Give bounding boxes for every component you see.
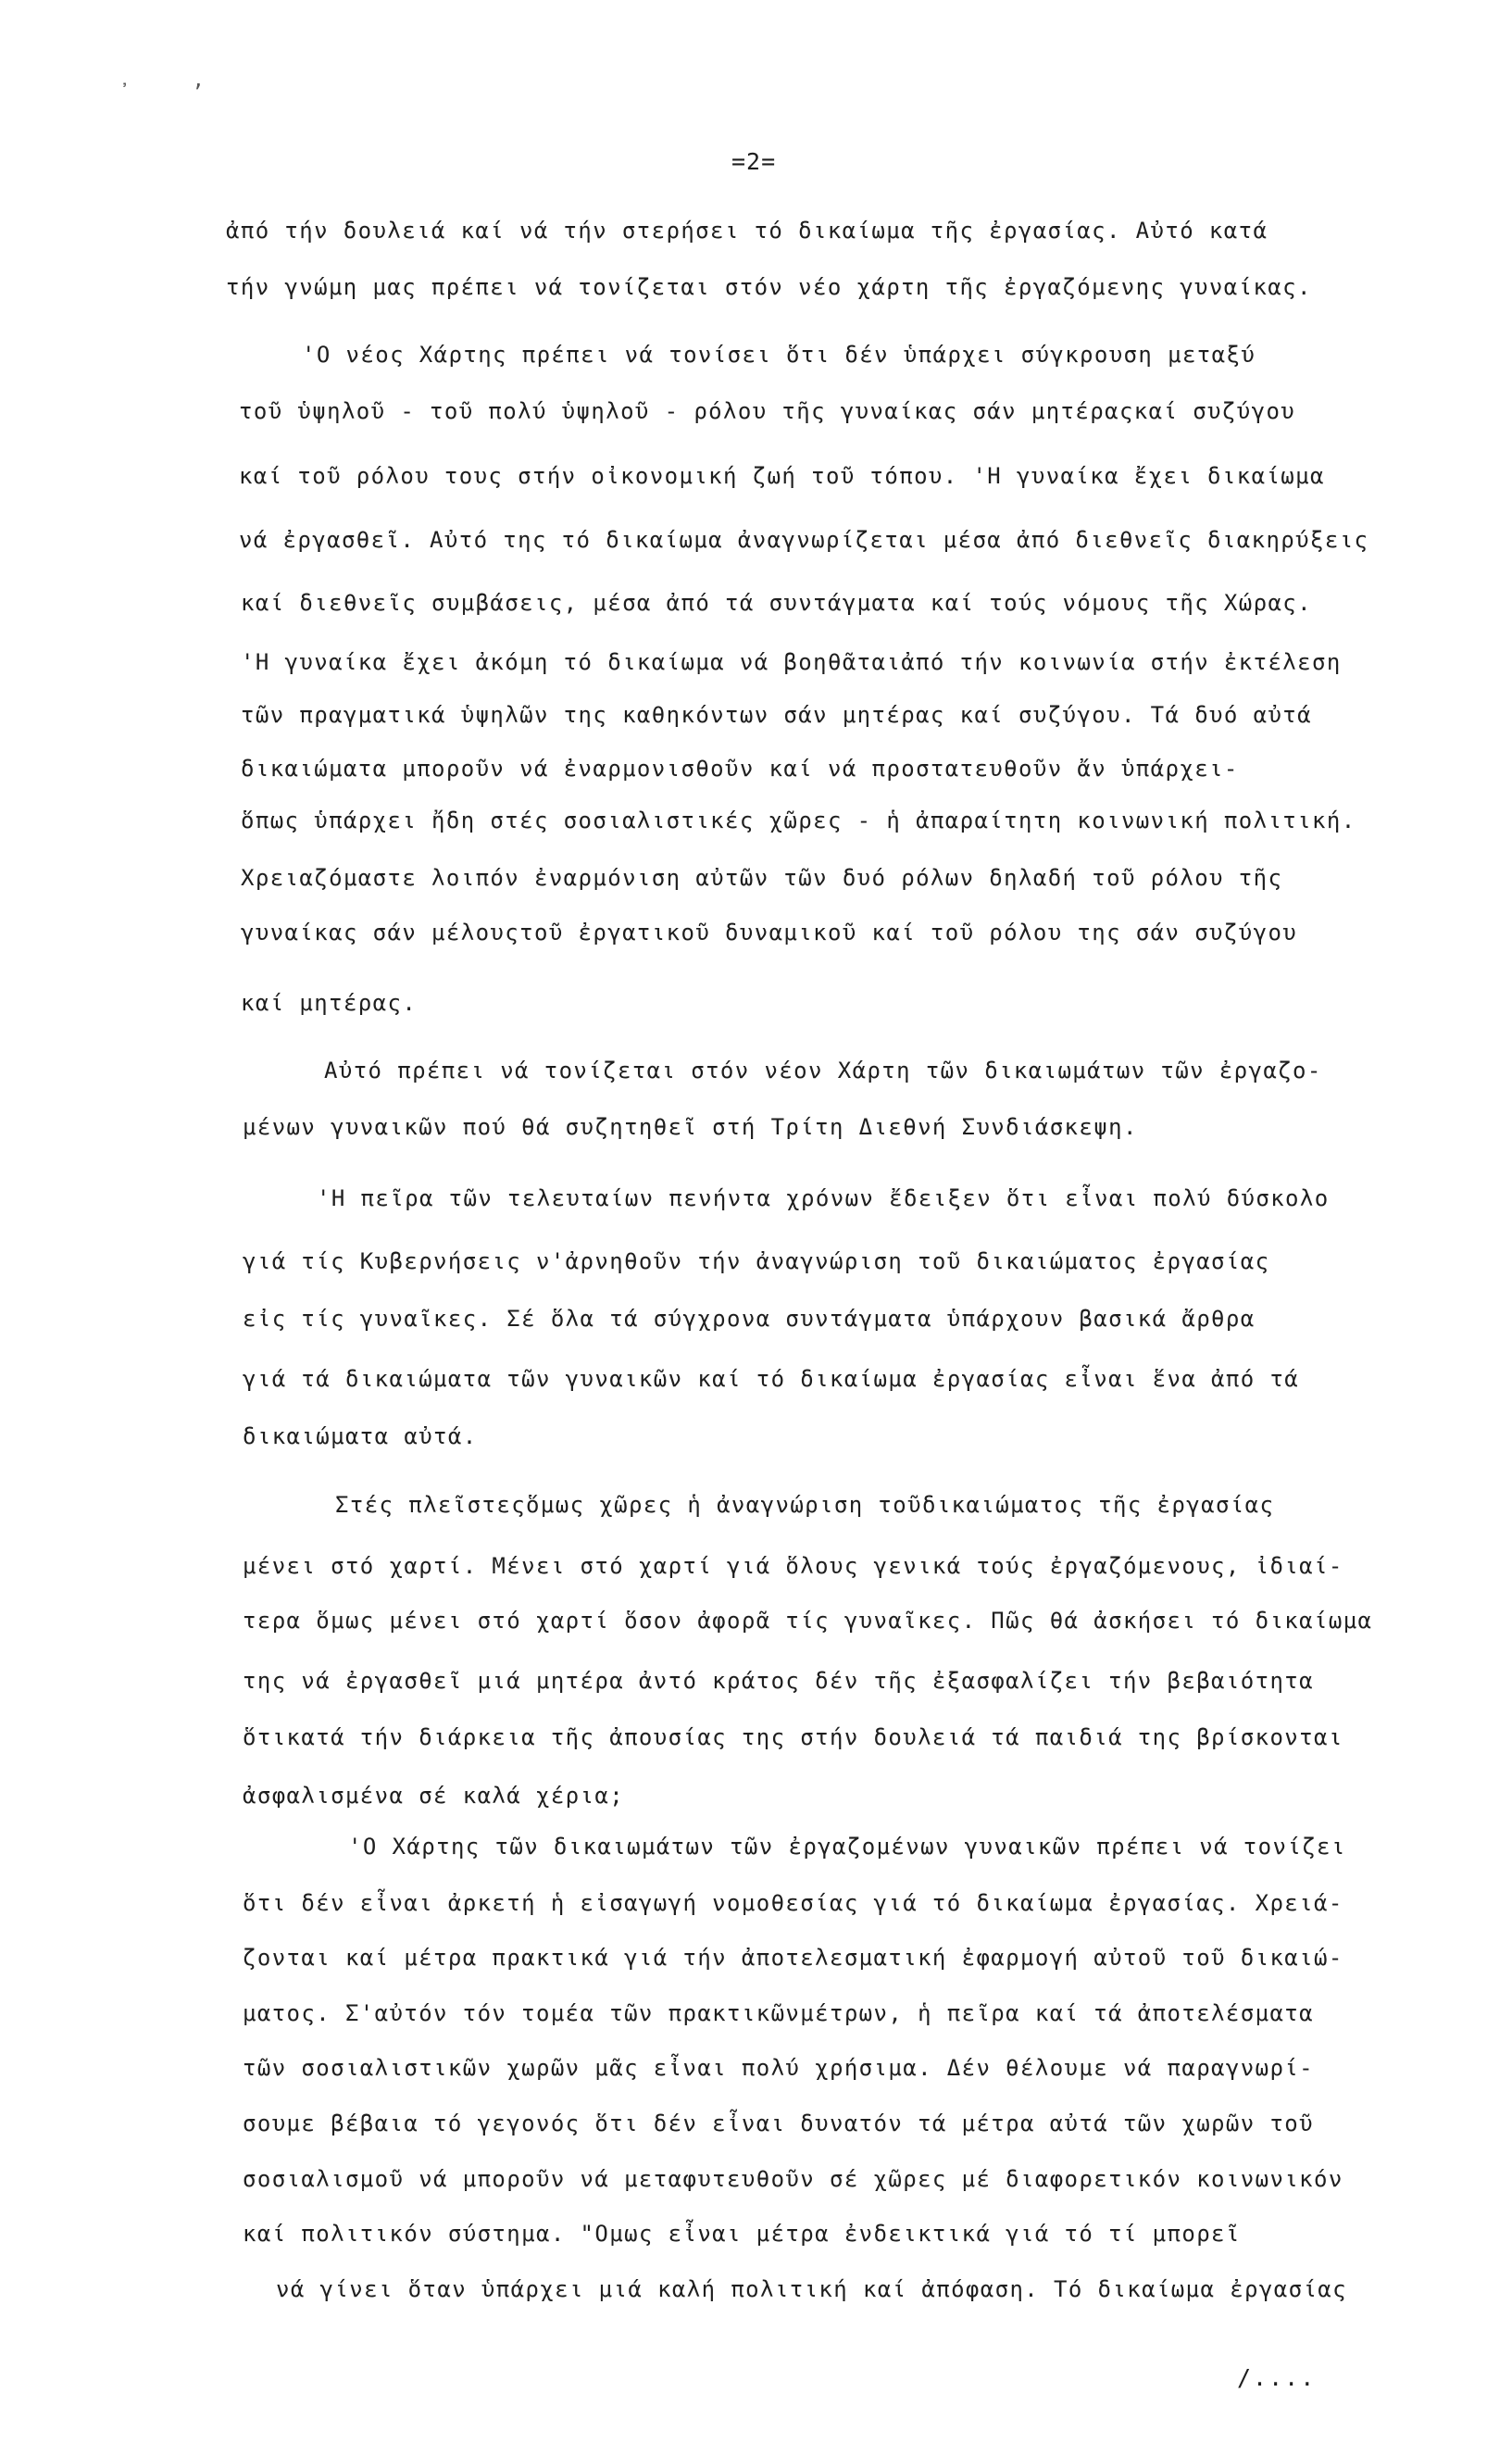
text-line: δικαιώματα μποροῦν νά ἐναρμονισθοῦν καί νά προστατευθοῦν ἄν ὑπάρχει- bbox=[241, 756, 1239, 782]
text-line: τερα ὅμως μένει στό χαρτί ὅσον ἀφορᾶ τίς γυναῖκες. Πῶς θά ἀσκήσει τό δικαίωμα bbox=[243, 1608, 1373, 1634]
text-line: Στές πλεῖστεςὅμως χῶρες ἡ ἀναγνώριση τοῦδικαιώματος τῆς ἐργασίας bbox=[335, 1492, 1275, 1518]
margin-mark-right: ’ bbox=[192, 81, 205, 105]
text-line: ζονται καί μέτρα πρακτικά γιά τήν ἀποτελεσματική ἐφαρμογή αὐτοῦ τοῦ δικαιώ- bbox=[243, 1945, 1343, 1971]
text-line: ὅτι δέν εἶναι ἀρκετή ἡ εἰσαγωγή νομοθεσίας γιά τό δικαίωμα ἐργασίας. Χρειά- bbox=[243, 1890, 1343, 1916]
text-line: Χρειαζόμαστε λοιπόν ἐναρμόνιση αὐτῶν τῶν δυό ρόλων δηλαδή τοῦ ρόλου τῆς bbox=[241, 865, 1283, 891]
text-line: ἀσφαλισμένα σέ καλά χέρια; bbox=[243, 1783, 625, 1809]
text-line: καί μητέρας. bbox=[241, 990, 418, 1016]
text-line: γιά τά δικαιώματα τῶν γυναικῶν καί τό δικαίωμα ἐργασίας εἶναι ἕνα ἀπό τά bbox=[243, 1366, 1300, 1392]
text-line: σοσιαλισμοῦ νά μποροῦν νά μεταφυτευθοῦν σέ χῶρες μέ διαφορετικόν κοινωνικόν bbox=[243, 2166, 1343, 2192]
text-line: 'Η πεῖρα τῶν τελευταίων πενήντα χρόνων ἔδειξεν ὅτι εἶναι πολύ δύσκολο bbox=[317, 1185, 1330, 1211]
text-line: τήν γνώμη μας πρέπει νά τονίζεται στόν νέο χάρτη τῆς ἐργαζόμενης γυναίκας. bbox=[226, 274, 1312, 300]
text-line: μένων γυναικῶν πού θά συζητηθεῖ στή Τρίτη Διεθνή Συνδιάσκεψη. bbox=[243, 1114, 1138, 1140]
text-line: Αὐτό πρέπει νά τονίζεται στόν νέον Χάρτη τῶν δικαιωμάτων τῶν ἐργαζο- bbox=[324, 1058, 1322, 1083]
text-line: 'Ο Χάρτης τῶν δικαιωμάτων τῶν ἐργαζομένων γυναικῶν πρέπει νά τονίζει bbox=[348, 1834, 1346, 1860]
text-line: μένει στό χαρτί. Μένει στό χαρτί γιά ὅλους γενικά τούς ἐργαζόμενους, ἰδιαί- bbox=[243, 1553, 1343, 1579]
text-line: σουμε βέβαια τό γεγονός ὅτι δέν εἶναι δυνατόν τά μέτρα αὐτά τῶν χωρῶν τοῦ bbox=[243, 2111, 1314, 2136]
text-line: καί τοῦ ρόλου τους στήν οἰκονομική ζωή τοῦ τόπου. 'Η γυναίκα ἔχει δικαίωμα bbox=[239, 463, 1325, 489]
continuation-mark: /.... bbox=[1237, 2364, 1317, 2391]
page-number: =2= bbox=[731, 148, 777, 175]
text-line: ἀπό τήν δουλειά καί νά τήν στερήσει τό δικαίωμα τῆς ἐργασίας. Αὐτό κατά bbox=[226, 218, 1268, 244]
text-line: καί διεθνεῖς συμβάσεις, μέσα ἀπό τά συντάγματα καί τούς νόμους τῆς Χώρας. bbox=[241, 590, 1312, 616]
text-line: 'Ο νέος Χάρτης πρέπει νά τονίσει ὅτι δέν ὑπάρχει σύγκρουση μεταξύ bbox=[302, 342, 1256, 368]
text-line: ματος. Σ'αὐτόν τόν τομέα τῶν πρακτικῶνμέτρων, ἡ πεῖρα καί τά ἀποτελέσματα bbox=[243, 2000, 1314, 2026]
text-line: καί πολιτικόν σύστημα. "Ομως εἶναι μέτρα ἐνδεικτικά γιά τό τί μπορεῖ bbox=[243, 2221, 1241, 2247]
text-line: τοῦ ὑψηλοῦ - τοῦ πολύ ὑψηλοῦ - ρόλου τῆς γυναίκας σάν μητέραςκαί συζύγου bbox=[239, 398, 1296, 424]
text-line: γιά τίς Κυβερνήσεις ν'ἀρνηθοῦν τήν ἀναγνώριση τοῦ δικαιώματος ἐργασίας bbox=[243, 1248, 1270, 1274]
text-line: ὅτικατά τήν διάρκεια τῆς ἀπουσίας της στήν δουλειά τά παιδιά της βρίσκονται bbox=[243, 1724, 1343, 1750]
text-line: νά ἐργασθεῖ. Αὐτό της τό δικαίωμα ἀναγνωρίζεται μέσα ἀπό διεθνεῖς διακηρύξεις bbox=[239, 527, 1369, 553]
text-line: εἰς τίς γυναῖκες. Σέ ὅλα τά σύγχρονα συντάγματα ὑπάρχουν βασικά ἄρθρα bbox=[243, 1306, 1256, 1332]
text-line: τῶν πραγματικά ὑψηλῶν της καθηκόντων σάν μητέρας καί συζύγου. Τά δυό αὐτά bbox=[241, 702, 1312, 728]
text-line: δικαιώματα αὐτά. bbox=[243, 1423, 478, 1449]
text-line: νά γίνει ὅταν ὑπάρχει μιά καλή πολιτική καί ἀπόφαση. Τό δικαίωμα ἐργασίας bbox=[276, 2276, 1347, 2302]
margin-mark-left: ᾽ bbox=[119, 81, 131, 105]
text-line: της νά ἐργασθεῖ μιά μητέρα ἀντό κράτος δέν τῆς ἐξασφαλίζει τήν βεβαιότητα bbox=[243, 1668, 1314, 1694]
text-line: ὅπως ὑπάρχει ἤδη στές σοσιαλιστικές χῶρες - ἡ ἀπαραίτητη κοινωνική πολιτική. bbox=[241, 808, 1356, 833]
text-line: τῶν σοσιαλιστικῶν χωρῶν μᾶς εἶναι πολύ χρήσιμα. Δέν θέλουμε νά παραγνωρί- bbox=[243, 2055, 1314, 2081]
text-line: 'Η γυναίκα ἔχει ἀκόμη τό δικαίωμα νά βοηθᾶταιἀπό τήν κοινωνία στήν ἐκτέλεση bbox=[241, 649, 1342, 675]
text-line: γυναίκας σάν μέλουςτοῦ ἐργατικοῦ δυναμικοῦ καί τοῦ ρόλου της σάν συζύγου bbox=[241, 920, 1298, 946]
